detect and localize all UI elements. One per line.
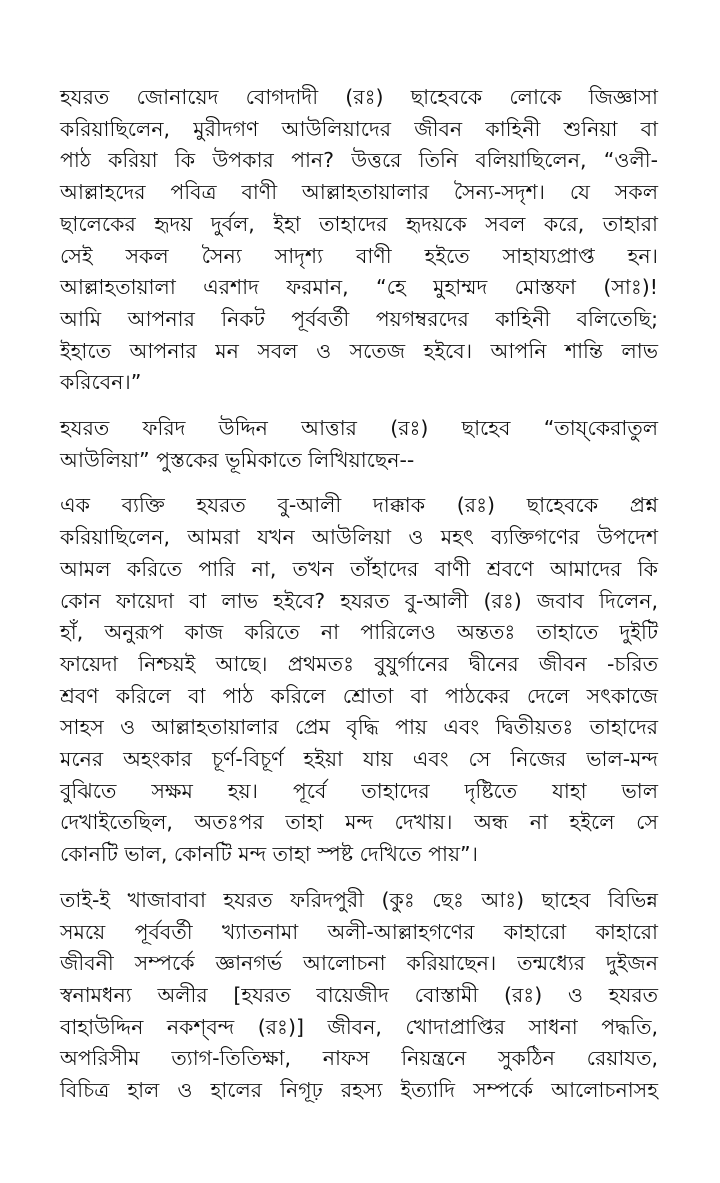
text-line: সাহস ও আল্লাহতায়ালার প্রেম বৃদ্ধি পায় এবং দ্বিতীয়তঃ তাহাদের xyxy=(60,715,658,740)
text-line: আল্লাহতায়ালা এরশাদ ফরমান, “হে মুহাম্মদ মোস্তফা (সাঃ)! xyxy=(60,275,658,300)
text-line: হাঁ, অনুরূপ কাজ করিতে না পারিলেও অন্ততঃ তাহাতে দুইটি xyxy=(60,620,658,645)
text-line: কোনটি ভাল, কোনটি মন্দ তাহা স্পষ্ট দেখিতে পায়”। xyxy=(60,842,478,867)
paragraph-1 xyxy=(60,82,658,399)
text-line: স্বনামধন্য অলীর [হযরত বায়েজীদ বোস্তামী (রঃ) ও হযরত xyxy=(60,982,658,1007)
document-page xyxy=(60,82,658,1121)
text-line: জীবনী সম্পর্কে জ্ঞানগর্ভ আলোচনা করিয়াছেন। তন্মধ্যের দুইজন xyxy=(60,951,658,976)
text-line: এক ব্যক্তি হযরত বু-আলী দাক্কাক (রঃ) ছাহেবকে প্রশ্ন xyxy=(60,493,658,518)
text-line: হযরত ফরিদ উদ্দিন আত্তার (রঃ) ছাহেব “তায্‌কেরাতুল xyxy=(60,416,658,441)
text-line: বুঝিতে সক্ষম হয়। পূর্বে তাহাদের দৃষ্টিতে যাহা ভাল xyxy=(60,778,658,803)
text-line: অপরিসীম ত্যাগ-তিতিক্ষা, নাফস নিয়ন্ত্রনে সুকঠিন রেয়াযত, xyxy=(60,1046,658,1071)
paragraph-2 xyxy=(60,413,658,476)
text-line: মনের অহংকার চূর্ণ-বিচূর্ণ হইয়া যায় এবং সে নিজের ভাল-মন্দ xyxy=(60,747,658,772)
text-line: আমল করিতে পারি না, তখন তাঁহাদের বাণী শ্রবণে আমাদের কি xyxy=(60,556,658,581)
paragraph-3 xyxy=(60,490,658,870)
text-line: আমি আপনার নিকট পূর্ববর্তী পয়গম্বরদের কাহিনী বলিতেছি; xyxy=(60,306,658,331)
text-line: সময়ে পূর্ববর্তী খ্যাতনামা অলী-আল্লাহগণের কাহারো কাহারো xyxy=(60,919,658,944)
text-line: তাই-ই খাজাবাবা হযরত ফরিদপুরী (কুঃ ছেঃ আঃ) ছাহেব বিভিন্ন xyxy=(60,887,658,912)
text-line: করিবেন।” xyxy=(60,370,142,395)
text-line: বিচিত্র হাল ও হালের নিগূঢ় রহস্য ইত্যাদি সম্পর্কে আলোচনাসহ xyxy=(60,1078,658,1103)
paragraph-4 xyxy=(60,885,658,1107)
text-line: ফায়েদা নিশ্চয়ই আছে। প্রথমতঃ বুযুর্গানের দ্বীনের জীবন -চরিত xyxy=(60,651,658,676)
text-line: ইহাতে আপনার মন সবল ও সতেজ হইবে। আপনি শান্তি লাভ xyxy=(60,338,658,363)
text-line: শ্রবণ করিলে বা পাঠ করিলে শ্রোতা বা পাঠকের দেলে সৎকাজে xyxy=(60,683,658,708)
text-line: সেই সকল সৈন্য সাদৃশ্য বাণী হইতে সাহায্যপ্রাপ্ত হন। xyxy=(60,243,658,268)
text-line: হযরত জোনায়েদ বোগদাদী (রঃ) ছাহেবকে লোকে জিজ্ঞাসা xyxy=(60,85,658,109)
text-line: বাহাউদ্দিন নকশ্‌বন্দ (রঃ)] জীবন, খোদাপ্রাপ্তির সাধনা পদ্ধতি, xyxy=(60,1014,658,1039)
text-line: পাঠ করিয়া কি উপকার পান? উত্তরে তিনি বলিয়াছিলেন, “ওলী- xyxy=(60,148,658,173)
text-line: করিয়াছিলেন, মুরীদগণ আউলিয়াদের জীবন কাহিনী শুনিয়া বা xyxy=(60,116,658,141)
text-line: ছালেকের হৃদয় দুর্বল, ইহা তাহাদের হৃদয়কে সবল করে, তাহারা xyxy=(60,211,658,236)
text-line: করিয়াছিলেন, আমরা যখন আউলিয়া ও মহৎ ব্যক্তিগণের উপদেশ xyxy=(60,525,658,550)
text-line: আউলিয়া” পুস্তকের ভূমিকাতে লিখিয়াছেন-- xyxy=(60,447,415,472)
text-line: কোন ফায়েদা বা লাভ হইবে? হযরত বু-আলী (রঃ) জবাব দিলেন, xyxy=(60,588,658,613)
text-line: দেখাইতেছিল, অতঃপর তাহা মন্দ দেখায়। অন্ধ না হইলে সে xyxy=(60,810,658,835)
text-line: আল্লাহদের পবিত্র বাণী আল্লাহতায়ালার সৈন্য-সদৃশ। যে সকল xyxy=(60,180,658,205)
